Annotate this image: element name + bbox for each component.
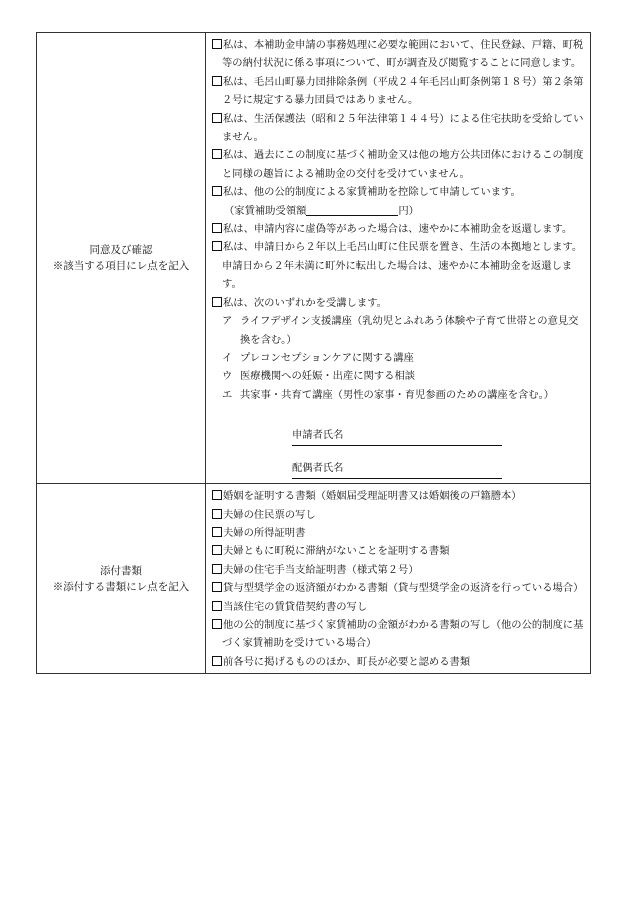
checkbox-icon[interactable] <box>212 490 222 500</box>
checkbox-icon[interactable] <box>212 297 222 307</box>
checkbox-icon[interactable] <box>212 619 222 629</box>
consent-row <box>37 33 591 484</box>
consent-item[interactable]: 私は、過去にこの制度に基づく補助金又は他の地方公共団体におけるこの制度と同様の趣旨による補助金の交付を受けていません。 <box>212 146 584 183</box>
spouse-name-label: 配偶者氏名 <box>292 462 344 475</box>
consent-item[interactable]: 私は、毛呂山町暴力団排除条例（平成２４年毛呂山町条例第１８号）第２条第２号に規定する暴力団員ではありません。 <box>212 73 584 110</box>
course-item: イ プレコンセプションケアに関する講座 <box>222 351 414 364</box>
checkbox-icon[interactable] <box>212 527 222 537</box>
checkbox-icon[interactable] <box>212 223 222 233</box>
attachments-title: 添付書類 <box>100 564 142 577</box>
consent-content-cell <box>206 33 591 484</box>
attachment-item[interactable]: 夫婦の住民票の写し <box>212 506 584 524</box>
checkbox-icon[interactable] <box>212 241 222 251</box>
attachment-item[interactable]: 夫婦の住宅手当支給証明書（様式第２号） <box>212 561 584 579</box>
attachment-item[interactable]: 夫婦の所得証明書 <box>212 524 584 542</box>
consent-note: ※該当する項目にレ点を記入 <box>52 260 190 273</box>
attachment-item[interactable]: 婚姻を証明する書類（婚姻届受理証明書又は婚姻後の戸籍謄本） <box>212 487 584 505</box>
applicant-name-label: 申請者氏名 <box>292 429 344 442</box>
consent-item[interactable]: 私は、次のいずれかを受講します。 <box>212 294 584 312</box>
attachment-item[interactable]: 他の公的制度に基づく家賃補助の金額がわかる書類の写し（他の公的制度に基づく家賃補助を受けている場合） <box>212 616 584 653</box>
checkbox-icon[interactable] <box>212 76 222 86</box>
attachment-item[interactable]: 当該住宅の賃貸借契約書の写し <box>212 598 584 616</box>
attachments-row <box>37 484 591 674</box>
consent-item[interactable]: 私は、申請日から２年以上毛呂山町に住民票を置き、生活の本拠地とします。申請日から２年未満に町外に転出した場合は、速やかに本補助金を返還します。 <box>212 238 584 293</box>
checkbox-icon[interactable] <box>212 564 222 574</box>
checkbox-icon[interactable] <box>212 582 222 592</box>
attachments-content-cell <box>206 484 591 674</box>
attachments-note: ※添付する書類にレ点を記入 <box>52 580 190 593</box>
rent-amount-field[interactable] <box>306 203 398 216</box>
checkbox-icon[interactable] <box>212 149 222 159</box>
applicant-name-field[interactable] <box>212 426 584 444</box>
attachments-label-cell <box>37 484 206 674</box>
course-item: エ 共家事・共育て講座（男性の家事・育児参画のための講座を含む。） <box>222 388 555 401</box>
checkbox-icon[interactable] <box>212 545 222 555</box>
rent-subsidy-amount: （家賃補助受領額 円） <box>224 204 419 217</box>
spouse-name-field[interactable] <box>212 459 584 477</box>
course-item: ア ライフデザイン支援講座（乳幼児とふれあう体験や子育て世帯との意見交換を含む。） <box>222 315 579 346</box>
checkbox-icon[interactable] <box>212 656 222 666</box>
consent-item[interactable]: 私は、他の公的制度による家賃補助を控除して申請しています。 <box>212 183 584 201</box>
course-item: ウ 医療機関への妊娠・出産に関する相談 <box>222 370 416 383</box>
consent-item[interactable]: 私は、申請内容に虚偽等があった場合は、速やかに本補助金を返還します。 <box>212 220 584 238</box>
application-form-table <box>36 32 591 674</box>
attachment-item[interactable]: 夫婦ともに町税に滞納がないことを証明する書類 <box>212 542 584 560</box>
consent-label-cell <box>37 33 206 484</box>
consent-title: 同意及び確認 <box>89 244 153 257</box>
attachment-item[interactable]: 貸与型奨学金の返済額がわかる書類（貸与型奨学金の返済を行っている場合） <box>212 579 584 597</box>
checkbox-icon[interactable] <box>212 186 222 196</box>
attachment-item[interactable]: 前各号に掲げるもののほか、町長が必要と認める書類 <box>212 653 584 671</box>
checkbox-icon[interactable] <box>212 113 222 123</box>
checkbox-icon[interactable] <box>212 601 222 611</box>
consent-item[interactable]: 私は、生活保護法（昭和２５年法律第１４４号）による住宅扶助を受給していません。 <box>212 110 584 147</box>
consent-item[interactable]: 私は、本補助金申請の事務処理に必要な範囲において、住民登録、戸籍、町税等の納付状況に係る事項について、町が調査及び閲覧することに同意します。 <box>212 36 584 73</box>
checkbox-icon[interactable] <box>212 509 222 519</box>
checkbox-icon[interactable] <box>212 39 222 49</box>
